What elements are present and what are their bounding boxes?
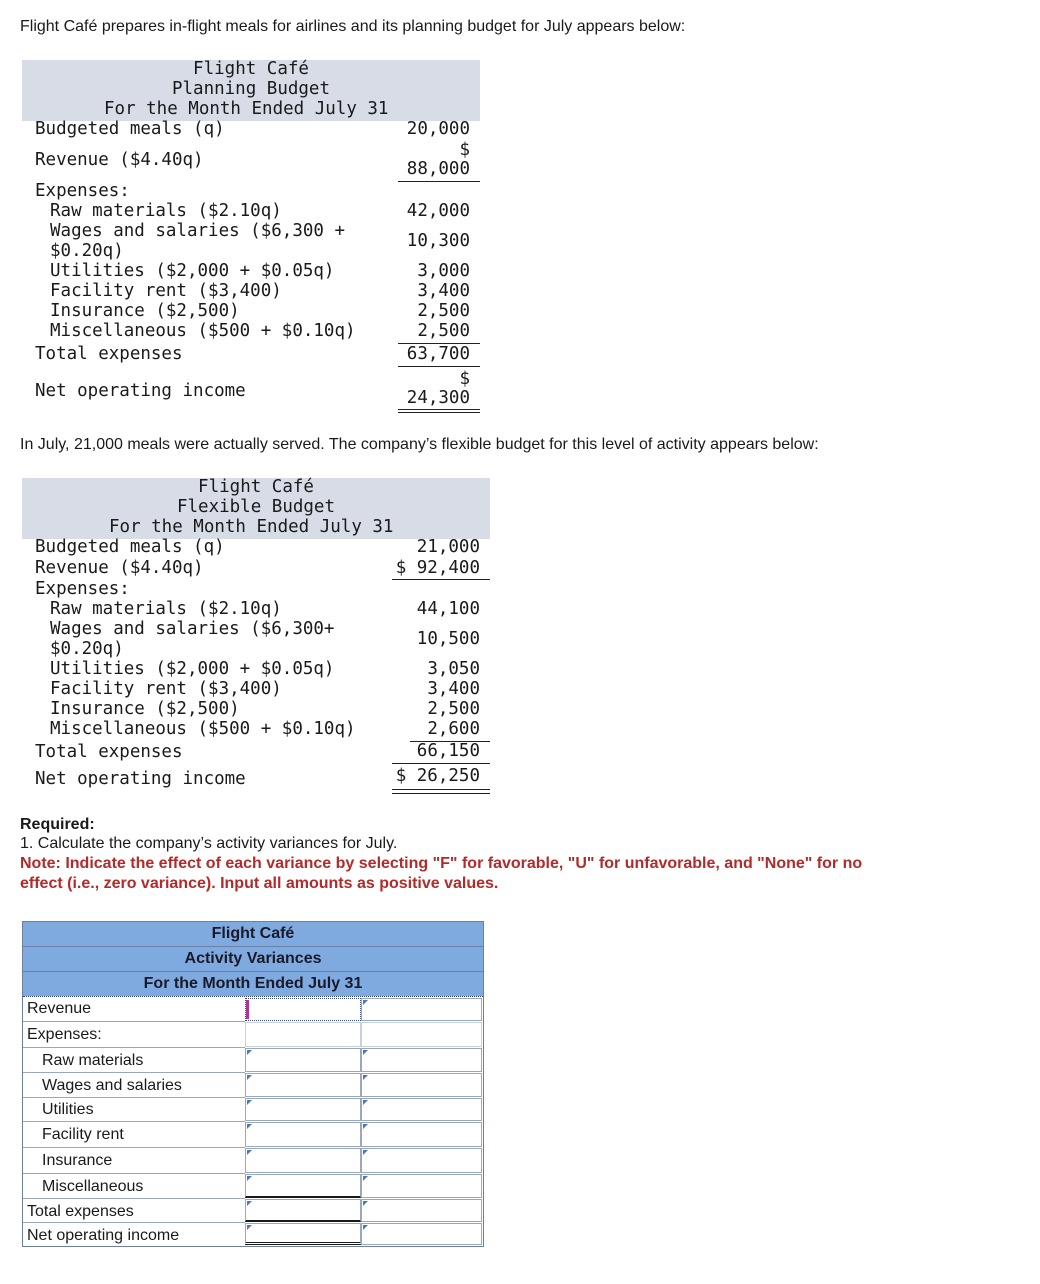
middle-text: In July, 21,000 meals were actually served. The company’s flexible budget for this level of activity appears below: bbox=[20, 436, 819, 453]
planning-noi-value: 24,300 bbox=[406, 388, 470, 408]
flexible-wages-label-cont: $0.20q) bbox=[50, 639, 124, 659]
flexible-util-label: Utilities ($2,000 + $0.05q) bbox=[50, 659, 335, 679]
variance-period: For the Month Ended July 31 bbox=[23, 972, 483, 996]
required-note-line2: effect (i.e., zero variance). Input all amounts as positive values. bbox=[20, 875, 499, 892]
intro-text: Flight Café prepares in-flight meals for airlines and its planning budget for July appears below: bbox=[20, 18, 686, 35]
planning-wages-value: 10,300 bbox=[406, 231, 470, 251]
flexible-title: Flight Café bbox=[198, 477, 314, 497]
planning-total-value: 63,700 bbox=[406, 344, 470, 364]
flexible-meals-value: 21,000 bbox=[416, 537, 480, 557]
flexible-period: For the Month Ended July 31 bbox=[109, 517, 394, 537]
planning-revenue-dollar: $ bbox=[459, 140, 470, 160]
planning-total-label: Total expenses bbox=[35, 344, 183, 364]
miscellaneous-amount-input[interactable] bbox=[245, 1174, 361, 1198]
flexible-wages-value: 10,500 bbox=[416, 629, 480, 649]
flexible-noi-label: Net operating income bbox=[35, 769, 246, 789]
flexible-subtitle: Flexible Budget bbox=[176, 497, 336, 517]
planning-period: For the Month Ended July 31 bbox=[104, 99, 389, 119]
planning-wages-label-cont: $0.20q) bbox=[50, 241, 124, 261]
facility-rent-amount-input[interactable] bbox=[245, 1122, 361, 1147]
planning-noi-rule1 bbox=[398, 409, 480, 410]
flexible-rent-label: Facility rent ($3,400) bbox=[50, 679, 282, 699]
planning-raw-value: 42,000 bbox=[406, 201, 470, 221]
required-item-1: 1. Calculate the company’s activity variances for July. bbox=[20, 835, 398, 852]
planning-total-rule bbox=[398, 366, 480, 367]
row-label-wages: Wages and salaries bbox=[42, 1077, 182, 1094]
required-note-line1: Note: Indicate the effect of each variance by selecting "F" for favorable, "U" for unfavorable, and "None" for no bbox=[20, 855, 863, 872]
row-label-miscellaneous: Miscellaneous bbox=[42, 1178, 144, 1195]
planning-rent-value: 3,400 bbox=[417, 281, 470, 301]
raw-materials-amount-input[interactable] bbox=[245, 1048, 361, 1072]
flexible-rent-value: 3,400 bbox=[427, 679, 480, 699]
flexible-ins-label: Insurance ($2,500) bbox=[50, 699, 240, 719]
variance-title: Flight Café bbox=[23, 922, 483, 946]
planning-subtitle: Planning Budget bbox=[171, 79, 331, 99]
planning-ins-label: Insurance ($2,500) bbox=[50, 301, 240, 321]
flexible-noi-value: $ 26,250 bbox=[395, 766, 480, 786]
planning-meals-value: 20,000 bbox=[406, 119, 470, 139]
planning-util-value: 3,000 bbox=[417, 261, 470, 281]
flexible-ins-value: 2,500 bbox=[427, 699, 480, 719]
utilities-effect-select[interactable] bbox=[361, 1098, 482, 1121]
total-expenses-amount-input[interactable] bbox=[245, 1199, 361, 1222]
planning-revenue-rule bbox=[398, 181, 480, 182]
net-operating-income-effect-select[interactable] bbox=[361, 1223, 482, 1245]
planning-meals-label: Budgeted meals (q) bbox=[35, 119, 225, 139]
planning-expenses-label: Expenses: bbox=[35, 181, 130, 201]
variance-subtitle: Activity Variances bbox=[23, 947, 483, 971]
planning-rent-label: Facility rent ($3,400) bbox=[50, 281, 282, 301]
row-label-facility-rent: Facility rent bbox=[42, 1126, 124, 1143]
flexible-misc-value: 2,600 bbox=[427, 719, 480, 739]
planning-wages-label: Wages and salaries ($6,300 + bbox=[50, 221, 346, 241]
planning-noi-rule2 bbox=[398, 412, 480, 413]
flexible-util-value: 3,050 bbox=[427, 659, 480, 679]
planning-revenue-label: Revenue ($4.40q) bbox=[35, 150, 204, 170]
planning-revenue-value: 88,000 bbox=[406, 159, 470, 179]
expenses-effect-cell bbox=[361, 1022, 482, 1047]
flexible-total-value: 66,150 bbox=[416, 741, 480, 761]
raw-materials-effect-select[interactable] bbox=[361, 1048, 482, 1072]
flexible-revenue-rule bbox=[392, 579, 490, 580]
flexible-wages-label: Wages and salaries ($6,300+ bbox=[50, 619, 335, 639]
net-operating-income-amount-input[interactable] bbox=[245, 1223, 361, 1245]
row-label-raw-materials: Raw materials bbox=[42, 1052, 144, 1069]
planning-ins-value: 2,500 bbox=[417, 301, 470, 321]
wages-amount-input[interactable] bbox=[245, 1073, 361, 1097]
expenses-amount-cell bbox=[245, 1022, 361, 1047]
flexible-raw-label: Raw materials ($2.10q) bbox=[50, 599, 282, 619]
row-label-total-expenses: Total expenses bbox=[27, 1203, 134, 1220]
planning-util-label: Utilities ($2,000 + $0.05q) bbox=[50, 261, 335, 281]
flexible-meals-label: Budgeted meals (q) bbox=[35, 537, 225, 557]
flexible-revenue-value: $ 92,400 bbox=[395, 558, 480, 578]
facility-rent-effect-select[interactable] bbox=[361, 1122, 482, 1147]
required-heading: Required: bbox=[20, 816, 95, 833]
flexible-total-label: Total expenses bbox=[35, 742, 183, 762]
planning-title: Flight Café bbox=[193, 59, 309, 79]
revenue-effect-select[interactable] bbox=[361, 998, 482, 1021]
wages-effect-select[interactable] bbox=[361, 1073, 482, 1097]
row-label-expenses: Expenses: bbox=[27, 1026, 102, 1043]
planning-misc-label: Miscellaneous ($500 + $0.10q) bbox=[50, 321, 356, 341]
flexible-noi-rule2 bbox=[392, 793, 490, 794]
flexible-raw-value: 44,100 bbox=[416, 599, 480, 619]
flexible-noi-rule1 bbox=[392, 789, 490, 790]
insurance-amount-input[interactable] bbox=[245, 1148, 361, 1173]
revenue-amount-input[interactable] bbox=[245, 998, 361, 1021]
utilities-amount-input[interactable] bbox=[245, 1098, 361, 1121]
planning-raw-label: Raw materials ($2.10q) bbox=[50, 201, 282, 221]
flexible-expenses-label: Expenses: bbox=[35, 579, 130, 599]
row-label-revenue: Revenue bbox=[27, 1000, 92, 1017]
flexible-revenue-label: Revenue ($4.40q) bbox=[35, 558, 204, 578]
insurance-effect-select[interactable] bbox=[361, 1148, 482, 1173]
flexible-misc-label: Miscellaneous ($500 + $0.10q) bbox=[50, 719, 356, 739]
row-label-net-operating-income: Net operating income bbox=[27, 1227, 180, 1244]
flexible-total-rule bbox=[392, 763, 490, 764]
activity-variance-table bbox=[22, 921, 484, 1247]
row-label-utilities: Utilities bbox=[42, 1101, 94, 1118]
miscellaneous-effect-select[interactable] bbox=[361, 1174, 482, 1198]
planning-noi-label: Net operating income bbox=[35, 381, 246, 401]
planning-noi-dollar: $ bbox=[459, 369, 470, 389]
total-expenses-effect-select[interactable] bbox=[361, 1199, 482, 1222]
planning-misc-value: 2,500 bbox=[417, 321, 470, 341]
row-label-insurance: Insurance bbox=[42, 1152, 113, 1169]
